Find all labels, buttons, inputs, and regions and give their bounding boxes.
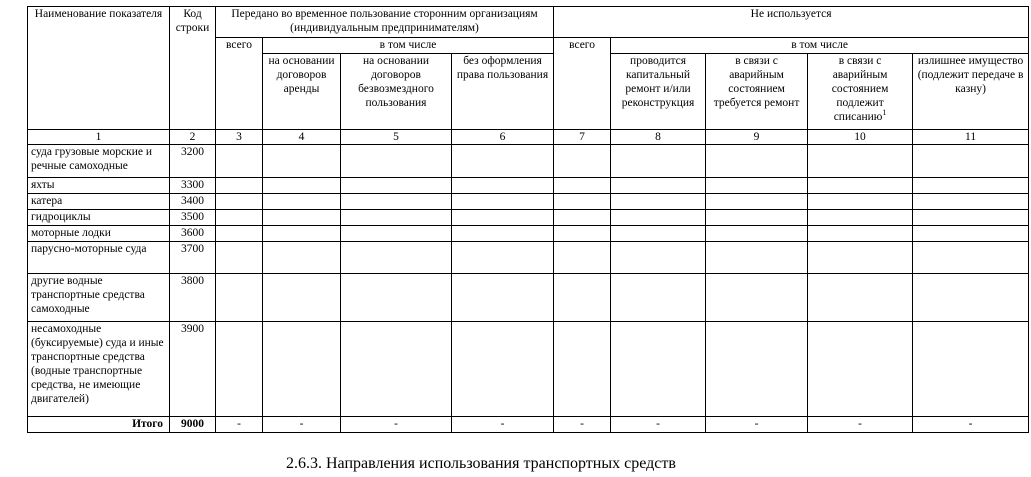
row-name: несамоходные (буксируемые) суда и иные транспортные средства (водные транспортные средства, не имеющие двигателей) xyxy=(28,322,170,417)
data-cell xyxy=(808,145,913,178)
data-cell xyxy=(554,210,611,226)
table-row xyxy=(28,242,1029,274)
data-cell xyxy=(341,242,452,274)
row-code: 3600 xyxy=(170,226,216,242)
data-cell xyxy=(611,145,706,178)
header-including-2: в том числе xyxy=(611,38,1029,54)
data-cell xyxy=(808,194,913,210)
table-row xyxy=(28,194,1029,210)
data-cell xyxy=(706,322,808,417)
data-cell xyxy=(554,274,611,322)
column-number: 8 xyxy=(611,130,706,145)
data-cell xyxy=(341,194,452,210)
data-cell xyxy=(554,145,611,178)
data-cell xyxy=(554,242,611,274)
row-code: 3300 xyxy=(170,178,216,194)
table-row xyxy=(28,178,1029,194)
data-cell xyxy=(913,194,1029,210)
data-cell xyxy=(554,194,611,210)
column-number: 6 xyxy=(452,130,554,145)
column-number: 2 xyxy=(170,130,216,145)
data-cell xyxy=(341,178,452,194)
data-cell xyxy=(808,322,913,417)
header-total: всего xyxy=(216,38,263,130)
data-cell xyxy=(452,210,554,226)
data-cell xyxy=(913,178,1029,194)
data-cell xyxy=(706,178,808,194)
row-code: 3400 xyxy=(170,194,216,210)
data-cell xyxy=(913,274,1029,322)
column-number: 5 xyxy=(341,130,452,145)
header-name-column: Наименование показателя xyxy=(28,7,170,130)
data-cell xyxy=(452,274,554,322)
data-cell xyxy=(263,178,341,194)
total-row xyxy=(28,417,1029,433)
header-total-2: всего xyxy=(554,38,611,130)
data-cell xyxy=(808,274,913,322)
data-cell xyxy=(611,322,706,417)
row-code: 3800 xyxy=(170,274,216,322)
header-free-use: на основании договоров безвозмездного пользования xyxy=(341,54,452,130)
data-cell xyxy=(263,274,341,322)
data-cell xyxy=(452,322,554,417)
data-table xyxy=(27,6,1029,433)
header-surplus: излишнее имущество (подлежит передаче в казну) xyxy=(913,54,1029,130)
data-cell xyxy=(452,194,554,210)
table-row xyxy=(28,322,1029,417)
table-row xyxy=(28,274,1029,322)
data-cell xyxy=(216,274,263,322)
header-emergency-repair: в связи с аварийным состоянием требуется ремонт xyxy=(706,54,808,130)
column-number: 11 xyxy=(913,130,1029,145)
row-name: катера xyxy=(28,194,170,210)
header-emergency-writeoff xyxy=(808,54,913,130)
total-value: - xyxy=(611,417,706,433)
data-cell xyxy=(216,178,263,194)
data-cell xyxy=(611,274,706,322)
header-including: в том числе xyxy=(263,38,554,54)
data-cell xyxy=(263,210,341,226)
data-cell xyxy=(341,145,452,178)
data-cell xyxy=(611,210,706,226)
total-value: - xyxy=(808,417,913,433)
data-cell xyxy=(341,274,452,322)
total-value: - xyxy=(554,417,611,433)
data-cell xyxy=(452,145,554,178)
data-cell xyxy=(913,145,1029,178)
data-cell xyxy=(263,322,341,417)
data-cell xyxy=(263,242,341,274)
data-cell xyxy=(706,145,808,178)
data-cell xyxy=(913,322,1029,417)
total-value: - xyxy=(341,417,452,433)
data-cell xyxy=(706,210,808,226)
data-cell xyxy=(913,210,1029,226)
table-row xyxy=(28,145,1029,178)
total-code: 9000 xyxy=(170,417,216,433)
data-cell xyxy=(808,242,913,274)
data-cell xyxy=(913,242,1029,274)
row-name: яхты xyxy=(28,178,170,194)
data-cell xyxy=(341,210,452,226)
data-cell xyxy=(611,226,706,242)
data-cell xyxy=(706,274,808,322)
data-cell xyxy=(216,210,263,226)
data-cell xyxy=(808,210,913,226)
data-cell xyxy=(554,226,611,242)
data-cell xyxy=(706,242,808,274)
data-cell xyxy=(452,226,554,242)
data-cell xyxy=(808,178,913,194)
column-number: 3 xyxy=(216,130,263,145)
table-row xyxy=(28,226,1029,242)
total-value: - xyxy=(263,417,341,433)
data-cell xyxy=(216,194,263,210)
header-code-column: Код строки xyxy=(170,7,216,130)
data-cell xyxy=(611,178,706,194)
header-repair: проводится капитальный ремонт и/или реконструкция xyxy=(611,54,706,130)
data-cell xyxy=(554,322,611,417)
column-number: 7 xyxy=(554,130,611,145)
total-value: - xyxy=(452,417,554,433)
data-cell xyxy=(216,226,263,242)
data-cell xyxy=(706,194,808,210)
footnote-mark: 1 xyxy=(882,108,887,118)
column-number: 4 xyxy=(263,130,341,145)
header-emergency-writeoff-text: в связи с аварийным состоянием подлежит списанию xyxy=(831,55,889,123)
row-name: другие водные транспортные средства самоходные xyxy=(28,274,170,322)
data-cell xyxy=(706,226,808,242)
data-cell xyxy=(808,226,913,242)
data-cell xyxy=(611,242,706,274)
header-not-used: Не используется xyxy=(554,7,1029,38)
row-code: 3900 xyxy=(170,322,216,417)
header-lease: на основании договоров аренды xyxy=(263,54,341,130)
data-cell xyxy=(216,242,263,274)
data-cell xyxy=(341,226,452,242)
data-cell xyxy=(913,226,1029,242)
total-label: Итого xyxy=(28,417,170,433)
table-row xyxy=(28,210,1029,226)
row-code: 3500 xyxy=(170,210,216,226)
row-name: моторные лодки xyxy=(28,226,170,242)
row-name: суда грузовые морские и речные самоходные xyxy=(28,145,170,178)
data-cell xyxy=(263,145,341,178)
row-name: парусно-моторные суда xyxy=(28,242,170,274)
data-cell xyxy=(216,322,263,417)
column-number: 9 xyxy=(706,130,808,145)
column-number: 1 xyxy=(28,130,170,145)
header-transferred: Передано во временное пользование сторонним организациям (индивидуальным предпринимателям) xyxy=(216,7,554,38)
data-cell xyxy=(554,178,611,194)
total-value: - xyxy=(706,417,808,433)
row-code: 3200 xyxy=(170,145,216,178)
total-value: - xyxy=(913,417,1029,433)
data-cell xyxy=(216,145,263,178)
section-caption: 2.6.3. Направления использования транспортных средств xyxy=(286,455,676,472)
column-numbers-row xyxy=(28,130,1029,145)
data-cell xyxy=(452,242,554,274)
data-cell xyxy=(341,322,452,417)
data-cell xyxy=(611,194,706,210)
row-code: 3700 xyxy=(170,242,216,274)
total-value: - xyxy=(216,417,263,433)
data-cell xyxy=(263,194,341,210)
data-cell xyxy=(263,226,341,242)
header-no-title: без оформления права пользования xyxy=(452,54,554,130)
column-number: 10 xyxy=(808,130,913,145)
row-name: гидроциклы xyxy=(28,210,170,226)
data-cell xyxy=(452,178,554,194)
